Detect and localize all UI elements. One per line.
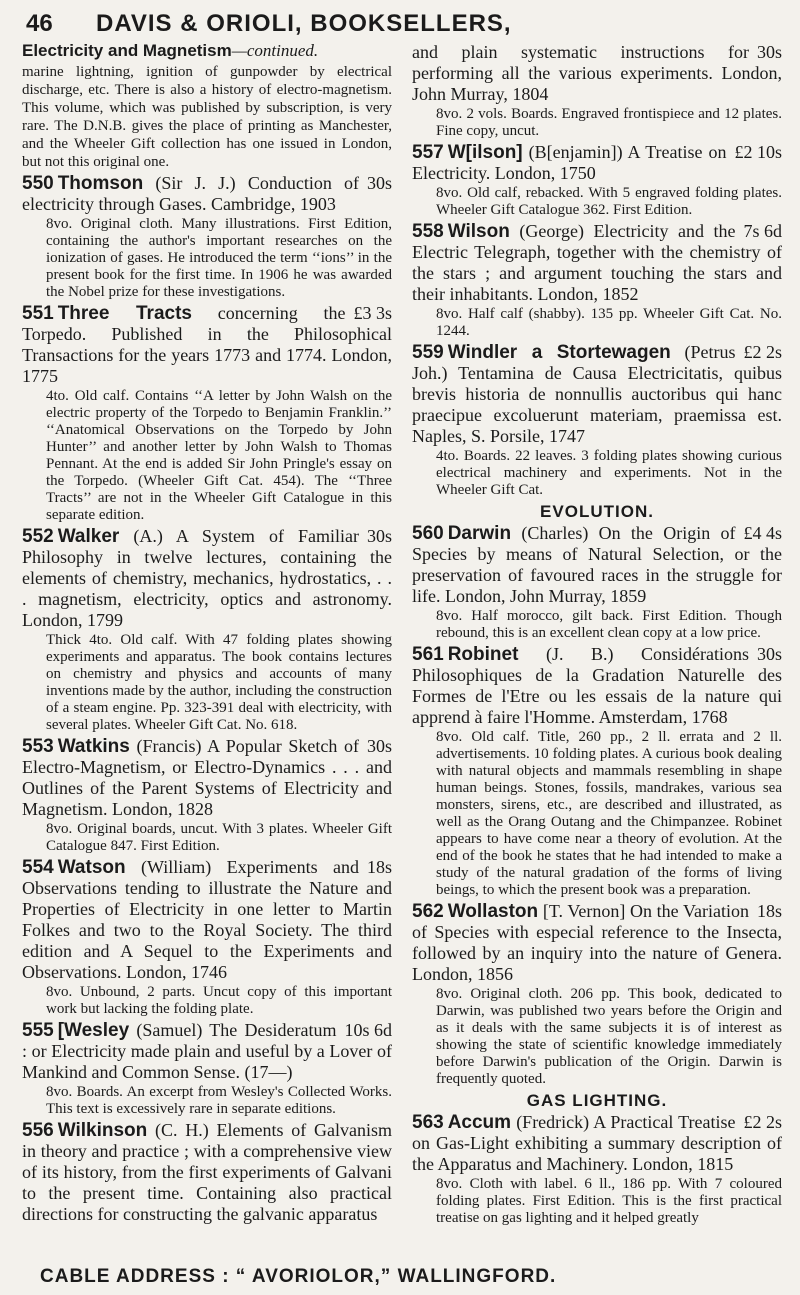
entry-title: (B[enjamin]) A Treatise on Electricity. London, 1750 bbox=[412, 142, 727, 183]
entry-number: 551 bbox=[22, 303, 54, 324]
catalogue-entry bbox=[412, 523, 782, 642]
section-title-gas-lighting: GAS LIGHTING. bbox=[526, 1091, 668, 1110]
entry-price: £4 4s bbox=[743, 523, 782, 543]
entry-price: 30s bbox=[366, 173, 392, 193]
entry-author: Wollaston bbox=[447, 901, 539, 922]
entry-price: 30s bbox=[756, 644, 782, 664]
entry-number: 559 bbox=[412, 342, 444, 363]
entry-author: Windler a Stortewagen bbox=[447, 342, 671, 363]
entry-price: 30s bbox=[366, 526, 392, 546]
entry-description: 4to. Old calf. Contains ‘‘A letter by John Walsh on the electric property of the Torpedo to Benjamin Franklin.’’ ‘‘Anatomical Observations on the Torpedo by John Hunter’’ and another letter by John Walsh to Thomas Pennant. At the end is added Sir John Pringle's essay on the Torpedo. (Wheeler Gift Cat. 454). The ‘‘Three Tracts’’ are not in the Wheeler Gift Catalogue in this separate edition. bbox=[46, 388, 392, 523]
entry-description: 8vo. 2 vols. Boards. Engraved frontispiece and 12 plates. Fine copy, uncut. bbox=[436, 106, 782, 139]
entry-title: and plain systematic instructions for performing all the various experiments. London, John Murray, 1804 bbox=[412, 42, 782, 104]
entry-number: 556 bbox=[22, 1120, 54, 1141]
catalogue-entry bbox=[412, 644, 782, 899]
entry-description: 8vo. Half morocco, gilt back. First Edition. Though rebound, this is an excellent clean copy at a low price. bbox=[436, 608, 782, 641]
entry-title: (Samuel) The Desideratum : or Electricity made plain and useful by a Lover of Mankind and Common Sense. (17—) bbox=[22, 1020, 392, 1082]
entry-price: £2 10s bbox=[734, 142, 782, 162]
catalogue-entry bbox=[22, 736, 392, 855]
entry-title: (Sir J. J.) Conduction of electricity through Gases. Cambridge, 1903 bbox=[22, 173, 359, 214]
entry-description: 8vo. Unbound, 2 parts. Uncut copy of this important work but lacking the folding plate. bbox=[46, 984, 392, 1017]
entry-description: 4to. Boards. 22 leaves. 3 folding plates showing curious electrical machinery and experiments. Not in the Wheeler Gift Cat. bbox=[436, 448, 782, 498]
entry-title: (J. B.) Considérations Philosophiques de la Gradation Naturelle des Formes de l'Etre ou les essais de la nature qui apprend à faire l'Homme. Amsterdam, 1768 bbox=[412, 644, 782, 727]
entry-number: 552 bbox=[22, 526, 54, 547]
section-heading: Electricity and Magnetism—continued. bbox=[22, 41, 319, 60]
section-title-evolution: EVOLUTION. bbox=[540, 502, 654, 521]
entry-number: 560 bbox=[412, 523, 444, 544]
entry-description: 8vo. Old calf, rebacked. With 5 engraved folding plates. Wheeler Gift Catalogue 362. First Edition. bbox=[436, 185, 782, 218]
entry-number: 550 bbox=[22, 173, 54, 194]
catalogue-entry bbox=[22, 173, 392, 301]
entry-description: 8vo. Original boards, uncut. With 3 plates. Wheeler Gift Catalogue 847. First Edition. bbox=[46, 821, 392, 854]
entry-list bbox=[412, 142, 782, 499]
entry-author: Darwin bbox=[447, 523, 512, 544]
entry-number: 563 bbox=[412, 1112, 444, 1133]
entry-author: Wilson bbox=[447, 221, 510, 242]
entry-number: 558 bbox=[412, 221, 444, 242]
catalogue-entry-continued bbox=[412, 42, 782, 140]
entry-price: £2 2s bbox=[743, 342, 782, 362]
entry-price: 10s 6d bbox=[344, 1020, 392, 1040]
catalogue-entry bbox=[22, 1020, 392, 1118]
entry-number: 561 bbox=[412, 644, 444, 665]
entry-description: 8vo. Boards. An excerpt from Wesley's Collected Works. This text is excessively rare in separate editions. bbox=[46, 1084, 392, 1117]
entry-number: 555 bbox=[22, 1020, 54, 1041]
entry-description: 8vo. Original cloth. Many illustrations. First Edition, containing the author's important researches on the ionization of gases. He introduced the term ‘‘ions’’ in the present book for the first time. In 1906 he was awarded the Nobel prize for these investigations. bbox=[46, 216, 392, 300]
cable-address-footer: CABLE ADDRESS : “ AVORIOLOR,” WALLINGFORD. bbox=[40, 1266, 557, 1287]
entry-price: £2 2s bbox=[743, 1112, 782, 1132]
entry-author: W[ilson] bbox=[447, 142, 523, 163]
entry-list bbox=[412, 523, 782, 1088]
entry-author: [Wesley bbox=[57, 1020, 130, 1041]
entry-price: 7s 6d bbox=[743, 221, 782, 241]
catalogue-entry bbox=[412, 221, 782, 340]
entry-title: (A.) A System of Familiar Philosophy in twelve lectures, containing the elements of chemistry, mechanics, hydrostatics, . . . magnetism, electricity, optics and astronomy. London, 1799 bbox=[22, 526, 392, 630]
entry-description: 8vo. Cloth with label. 6 ll., 186 pp. With 7 coloured folding plates. First Edition. This is the first practical treatise on gas lighting and it helped greatly bbox=[436, 1176, 782, 1226]
catalogue-entry bbox=[412, 1112, 782, 1227]
entry-price: 18s bbox=[366, 857, 392, 877]
entry-description: Thick 4to. Old calf. With 47 folding plates showing experiments and apparatus. The book contains lectures on chemistry and physics and accounts of many inventions made by the author, including the construction of a steam engine. Pp. 323-391 deal with electricity, with several plates. Wheeler Gift Cat. No. 618. bbox=[46, 632, 392, 733]
entry-author: Watkins bbox=[57, 736, 130, 757]
left-column bbox=[22, 42, 392, 1227]
entry-description: 8vo. Old calf. Title, 260 pp., 2 ll. errata and 2 ll. advertisements. 10 folding plates. A curious book dealing with natural objects and mammals resembling in shape human beings. Stones, fossils, mandrakes, various sea monsters, sirens, etc., are described and illustrated, as well as the Orang Outang and the Chimpanzee. Robinet appears to have come near a theory of evolution. At the end of the book he states that he had intended to make a study of the natural gradation of the forms of living beings, to which the present book was a preparation. bbox=[436, 729, 782, 898]
entry-author: Three Tracts bbox=[57, 303, 192, 324]
entry-title: [T. Vernon] On the Variation of Species with especial reference to the Insecta, followed by an inquiry into the nature of Genera. London, 1856 bbox=[412, 901, 782, 984]
continued-text: marine lightning, ignition of gunpowder by electrical discharge, etc. There is also a history of electro-magnetism. This volume, which was published by subscription, is very rare. The D.N.B. gives the place of printing as Manchester, and the Wheeler Gift collection has one issued in London, but not this original one. bbox=[22, 64, 392, 170]
entry-title: concerning the Torpedo. Published in the Philosophical Transactions for the years 1773 and 1774. London, 1775 bbox=[22, 303, 392, 386]
right-column bbox=[412, 42, 782, 1229]
entry-number: 554 bbox=[22, 857, 54, 878]
entry-description: 8vo. Half calf (shabby). 135 pp. Wheeler Gift Cat. No. 1244. bbox=[436, 306, 782, 339]
entry-list bbox=[22, 173, 392, 1225]
entry-price: 30s bbox=[366, 736, 392, 756]
entry-author: Thomson bbox=[57, 173, 144, 194]
entry-title: (Petrus Joh.) Tentamina de Causa Electricitatis, quibus brevis historia de nonnullis auctoribus qui hanc praecipue excoluerunt materiam, praemissa est. Naples, S. Porsile, 1747 bbox=[412, 342, 782, 446]
entry-number: 557 bbox=[412, 142, 444, 163]
entry-title: (William) Experiments and Observations tending to illustrate the Nature and Properties of Electricity in one letter to Martin Folkes and two to the Royal Society. The third edition and A Sequel to the Experiments and Observations. London, 1746 bbox=[22, 857, 392, 982]
catalogue-entry bbox=[22, 303, 392, 524]
catalogue-entry bbox=[22, 1120, 392, 1225]
catalogue-entry bbox=[22, 857, 392, 1018]
entry-title: (C. H.) Elements of Galvanism in theory and practice ; with a comprehensive view of its history, from the first experiments of Galvani to the present time. Containing also practical directions for constructing the galvanic apparatus bbox=[22, 1120, 392, 1224]
page-number: 46 bbox=[26, 10, 53, 37]
entry-title: (Charles) On the Origin of Species by means of Natural Selection, or the preservation of favoured races in the struggle for life. London, John Murray, 1859 bbox=[412, 523, 782, 606]
entry-title: (George) Electricity and the Electric Telegraph, together with the chemistry of the stars ; and argument touching the stars and their inhabitants. London, 1852 bbox=[412, 221, 782, 304]
entry-number: 562 bbox=[412, 901, 444, 922]
entry-author: Watson bbox=[57, 857, 126, 878]
entry-description: 8vo. Original cloth. 206 pp. This book, dedicated to Darwin, was published two years before the Origin and as it deals with the same subjects it is of interest as showing the state of scientific knowledge immediately before Darwin's publication of the Origin. Darwin is frequently quoted. bbox=[436, 986, 782, 1087]
catalogue-entry bbox=[412, 901, 782, 1088]
entry-price: £3 3s bbox=[353, 303, 392, 323]
catalogue-entry bbox=[412, 142, 782, 219]
running-title: DAVIS & ORIOLI, BOOKSELLERS, bbox=[96, 10, 512, 37]
catalogue-entry bbox=[22, 526, 392, 734]
entry-author: Accum bbox=[447, 1112, 512, 1133]
entry-title: (Fredrick) A Practical Treatise on Gas-Light exhibiting a summary description of the Apparatus and Machinery. London, 1815 bbox=[412, 1112, 782, 1174]
entry-price: 30s bbox=[756, 42, 782, 62]
catalogue-entry bbox=[412, 342, 782, 499]
entry-list bbox=[412, 1112, 782, 1227]
entry-number: 553 bbox=[22, 736, 54, 757]
entry-author: Wilkinson bbox=[57, 1120, 148, 1141]
entry-price: 18s bbox=[756, 901, 782, 921]
entry-author: Walker bbox=[57, 526, 120, 547]
entry-author: Robinet bbox=[447, 644, 519, 665]
page-header bbox=[26, 10, 774, 40]
entry-title: (Francis) A Popular Sketch of Electro-Magnetism, or Electro-Dynamics . . . and Outlines of the Parent Systems of Electricity and Magnetism. London, 1828 bbox=[22, 736, 392, 819]
